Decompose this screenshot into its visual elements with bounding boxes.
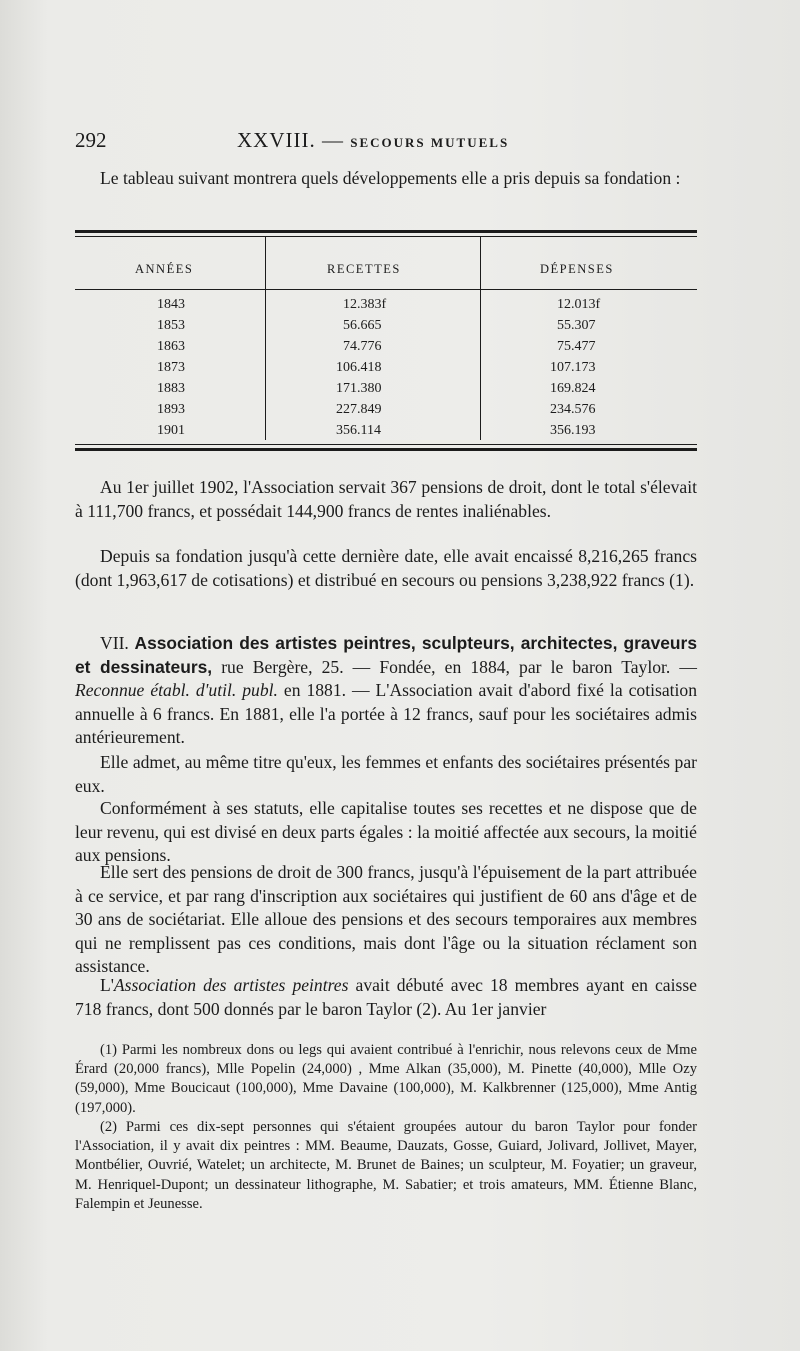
finance-table [75,230,697,451]
cell-depenses: 107.173 [550,360,596,375]
section-recognition: Reconnue établ. d'util. publ. [75,680,278,700]
footnote-1: (1) Parmi les nombreux dons ou legs qui avaient contribué à l'enrichir, nous relevons ceux de Mme Érard (20,000 francs), Mlle Popelin (24,000) , Mme Alkan (35,000), M. Pinette (40,000), Mlle Ozy (59,000), Mme Boucicaut (100,000), Mme Davaine (100,000), M. Kalkbrenner (125,000), Mme Antig (197,000). [75,1042,697,1116]
cell-recettes: 56.665 [343,318,382,333]
cell-recettes: 74.776 [343,339,382,354]
column-divider [480,237,481,289]
section-body: en 1881. — L'Association avait d'abord fixé la cotisation annuelle à 6 francs. En 1881, elle l'a portée à 12 francs, sauf pour les sociétaires admis antérieurement. [75,680,697,747]
column-divider [265,237,266,289]
cell-depenses: 169.824 [550,381,596,396]
table-bottom-rule-thin [75,444,697,445]
table-top-rule [75,230,697,233]
page-number: 292 [75,128,107,152]
paragraph-pensions-droit: Elle sert des pensions de droit de 300 francs, jusqu'à l'épuisement de la part attribuée à ce service, et par rang d'inscription aux sociétaires qui justifient de 60 ans d'âge et de 30 ans de sociétariat. Elle alloue des pensions et des secours temporaires aux membres qui ne remplissent pas ces conditions, mais dont l'âge ou la situation réclament son assistance. [75,862,697,976]
section-title: Association des artistes peintres, sculpteurs, architectes, graveurs et dessinateurs, [75,633,697,677]
table-row [75,318,697,338]
running-header [75,128,695,158]
cell-year: 1843 [157,297,185,312]
section-address: rue Bergère, 25. — Fondée, en 1884, par le baron Taylor. — [212,656,697,677]
cell-recettes: 356.114 [336,423,381,438]
cell-year: 1883 [157,381,185,396]
paragraph-admission: Elle admet, au même titre qu'eux, les femmes et enfants des sociétaires présentés par eux. [75,752,697,796]
table-row [75,360,697,380]
table-row [75,339,697,359]
cell-depenses: 55.307 [557,318,596,333]
footnote-2: (2) Parmi ces dix-sept personnes qui s'étaient groupées autour du baron Taylor pour fonder l'Association, il y avait dix peintres : MM. Beaume, Dauzats, Gosse, Guiard, Jolivard, Jollivet, Mayer, Montbélier, Ouvrié, Watelet; un architecte, M. Brunet de Baines; un sculpteur, M. Foyatier; un graveur, M. Henriquel-Dupont; un dessinateur lithographe, M. Sabatier; et trois amateurs, MM. Étienne Blanc, Falempin et Jeunesse. [75,1119,697,1212]
header-recettes: RECETTES [327,262,401,276]
cell-recettes: 227.849 [336,402,382,417]
paragraph-statuts: Conformément à ses statuts, elle capitalise toutes ses recettes et ne dispose que de leur revenu, qui est divisé en deux parts égales : la moitié affectée aux secours, la moitié aux pensions. [75,798,697,865]
table-row [75,381,697,401]
chapter-roman: XXVIII. [237,128,316,152]
cell-year: 1901 [157,423,185,438]
chapter-dash: — [321,128,344,152]
cell-year: 1893 [157,402,185,417]
table-header [75,237,697,289]
table-bottom-rule [75,448,697,451]
debut-italic: Association des artistes peintres [113,975,349,995]
debut-prefix: L' [100,975,114,995]
cell-depenses: 234.576 [550,402,596,417]
table-row [75,297,697,317]
table-row [75,402,697,422]
paragraph-section-vii [75,632,697,750]
paragraph-pensions-1902: Au 1er juillet 1902, l'Association servait 367 pensions de droit, dont le total s'élevait à 111,700 francs, et possédait 144,900 francs de rentes inaliénables. [75,477,697,521]
table-row [75,423,697,443]
intro-paragraph: Le tableau suivant montrera quels développements elle a pris depuis sa fondation : [100,168,681,188]
header-annees: ANNÉES [135,262,194,276]
chapter-heading [237,128,509,153]
debut-body: avait débuté avec 18 membres ayant en caisse 718 francs, dont 500 donnés par le baron Taylor (2). Au 1er janvier [75,975,697,1019]
chapter-title: SECOURS MUTUELS [350,135,510,150]
cell-year: 1873 [157,360,185,375]
cell-depenses: 75.477 [557,339,596,354]
paragraph-fondation-totals: Depuis sa fondation jusqu'à cette dernière date, elle avait encaissé 8,216,265 francs (dont 1,963,617 de cotisations) et distribué en secours ou pensions 3,238,922 francs (1). [75,546,697,590]
cell-recettes: 171.380 [336,381,382,396]
header-depenses: DÉPENSES [540,262,614,276]
cell-depenses: 12.013f [557,297,601,312]
section-number: VII. [100,633,129,653]
cell-year: 1853 [157,318,185,333]
paragraph-debut [75,974,697,1021]
cell-year: 1863 [157,339,185,354]
table-body [75,290,697,440]
cell-recettes: 12.383f [343,297,387,312]
cell-depenses: 356.193 [550,423,596,438]
cell-recettes: 106.418 [336,360,382,375]
